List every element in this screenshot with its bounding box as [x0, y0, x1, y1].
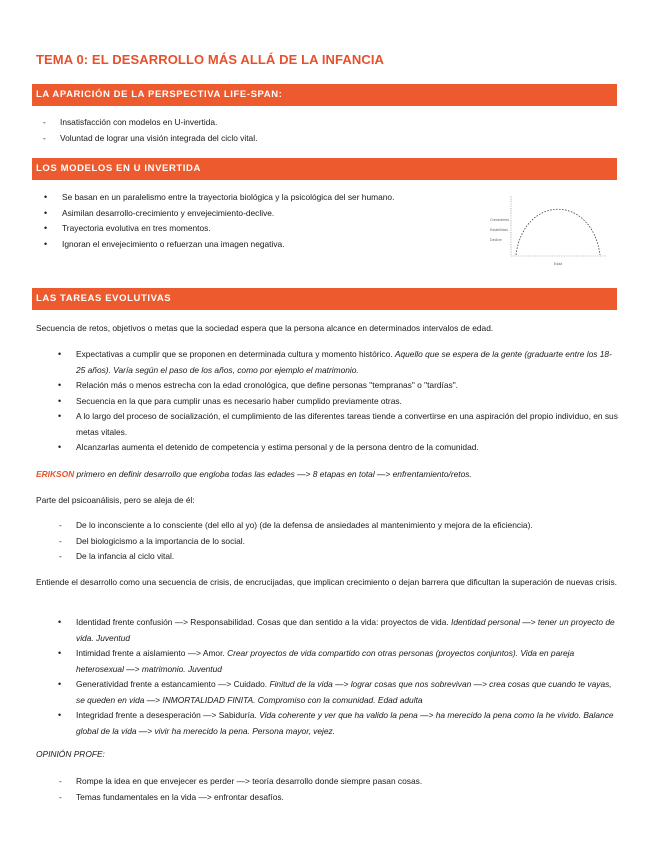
list-item: - Insatisfacción con modelos en U-invertida.	[40, 115, 600, 131]
list-item: • Se basan en un paralelismo entre la trayectoria biológica y la psicológica del ser humano.	[42, 190, 472, 206]
list-item: • Intimidad frente a aislamiento —> Amor. Crear proyectos de vida compartido con otras personas (proyectos conjuntos). Vida en pareja heterosexual —> matrimonio. Juventud	[56, 646, 621, 677]
list-item: • Identidad frente confusión —> Responsabilidad. Cosas que dan sentido a la vida: proyectos de vida. Identidad personal —> tener un proyecto de vida. Juventud	[56, 615, 621, 646]
figure-x-label: Edad	[553, 262, 563, 266]
inverted-u-figure	[486, 192, 616, 277]
list-item: - De lo inconsciente a lo consciente (del ello al yo) (de la defensa de ansiedades al mantenimiento y mejora de la eficiencia).	[56, 518, 621, 534]
list-item: • Alcanzarlas aumenta el detenido de competencia y estima personal y de la persona dentro de la comunidad.	[56, 440, 621, 456]
crisis-intro: Entiende el desarrollo como una secuencia de crisis, de encrucijadas, que implican crecimiento o dejan barrera que dificultan la superación de nuevas crisis.	[36, 577, 617, 587]
figure-legend-stability: Estabilidad	[490, 228, 508, 232]
lifespan-list	[40, 115, 600, 146]
list-item: • Relación más o menos estrecha con la edad cronológica, que define personas "tempranas" o "tardías".	[56, 378, 621, 394]
list-item: • Secuencia en la que para cumplir unas es necesario haber cumplido previamente otras.	[56, 394, 621, 410]
tasks-intro: Secuencia de retos, objetivos o metas que la sociedad espera que la persona alcance en determinados intervalos de edad.	[36, 323, 494, 333]
section-heading-tasks: LAS TAREAS EVOLUTIVAS	[32, 288, 617, 310]
figure-legend-growth: Crecimiento	[490, 218, 510, 222]
opinion-heading: OPINIÓN PROFE:	[36, 749, 105, 759]
psychoanalysis-intro: Parte del psicoanálisis, pero se aleja de él:	[36, 495, 195, 505]
list-item: - Voluntad de lograr una visión integrada del ciclo vital.	[40, 131, 600, 147]
section-heading-u-models: LOS MODELOS EN U INVERTIDA	[32, 158, 617, 180]
section-heading-lifespan: LA APARICIÓN DE LA PERSPECTIVA LIFE-SPAN:	[32, 84, 617, 106]
list-item: - De la infancia al ciclo vital.	[56, 549, 621, 565]
list-item: - Temas fundamentales en la vida —> enfrontar desafíos.	[56, 790, 621, 806]
inverted-u-curve	[516, 209, 600, 255]
opinion-list	[56, 774, 621, 805]
list-item: • A lo largo del proceso de socialización, el cumplimiento de las diferentes tareas tiende a convertirse en una aspiración del propio individuo, en sus metas vitales.	[56, 409, 621, 440]
page-title: TEMA 0: EL DESARROLLO MÁS ALLÁ DE LA INFANCIA	[36, 52, 385, 67]
tasks-list	[56, 347, 621, 456]
list-item: • Trayectoria evolutiva en tres momentos.	[42, 221, 472, 237]
list-item: • Asimilan desarrollo-crecimiento y envejecimiento-declive.	[42, 206, 472, 222]
list-item: • Generatividad frente a estancamiento —> Cuidado. Finitud de la vida —> lograr cosas que nos sobrevivan —> crea cosas que cuando te vayas, se queden en vida —> INMORTALIDAD FINITA. Compromiso con la comunidad. Edad adulta	[56, 677, 621, 708]
erikson-name: ERIKSON	[36, 469, 75, 479]
list-item: • Integridad frente a desesperación —> Sabiduría. Vida coherente y ver que ha valido la pena —> ha merecido la pena como la he vivido. Balance global de la vida —> vivir ha merecido la pena. Persona mayor, vejez.	[56, 708, 621, 739]
erikson-line: ERIKSON primero en definir desarrollo que engloba todas las edades —> 8 etapas en total —> enfrentamiento/retos.	[36, 469, 472, 479]
figure-legend-decline: Declive	[490, 238, 502, 242]
u-models-list	[42, 190, 472, 252]
list-item: - Del biologicismo a la importancia de lo social.	[56, 534, 621, 550]
list-item: - Rompe la idea en que envejecer es perder —> teoría desarrollo donde siempre pasan cosas.	[56, 774, 621, 790]
crisis-list	[56, 615, 621, 739]
psychoanalysis-list	[56, 518, 621, 565]
list-item: • Expectativas a cumplir que se proponen en determinada cultura y momento histórico. Aquello que se espera de la gente (graduarte entre los 18-25 años). Varía según el paso de los años, como por ejemplo el matrimonio.	[56, 347, 621, 378]
list-item: • Ignoran el envejecimiento o refuerzan una imagen negativa.	[42, 237, 472, 253]
